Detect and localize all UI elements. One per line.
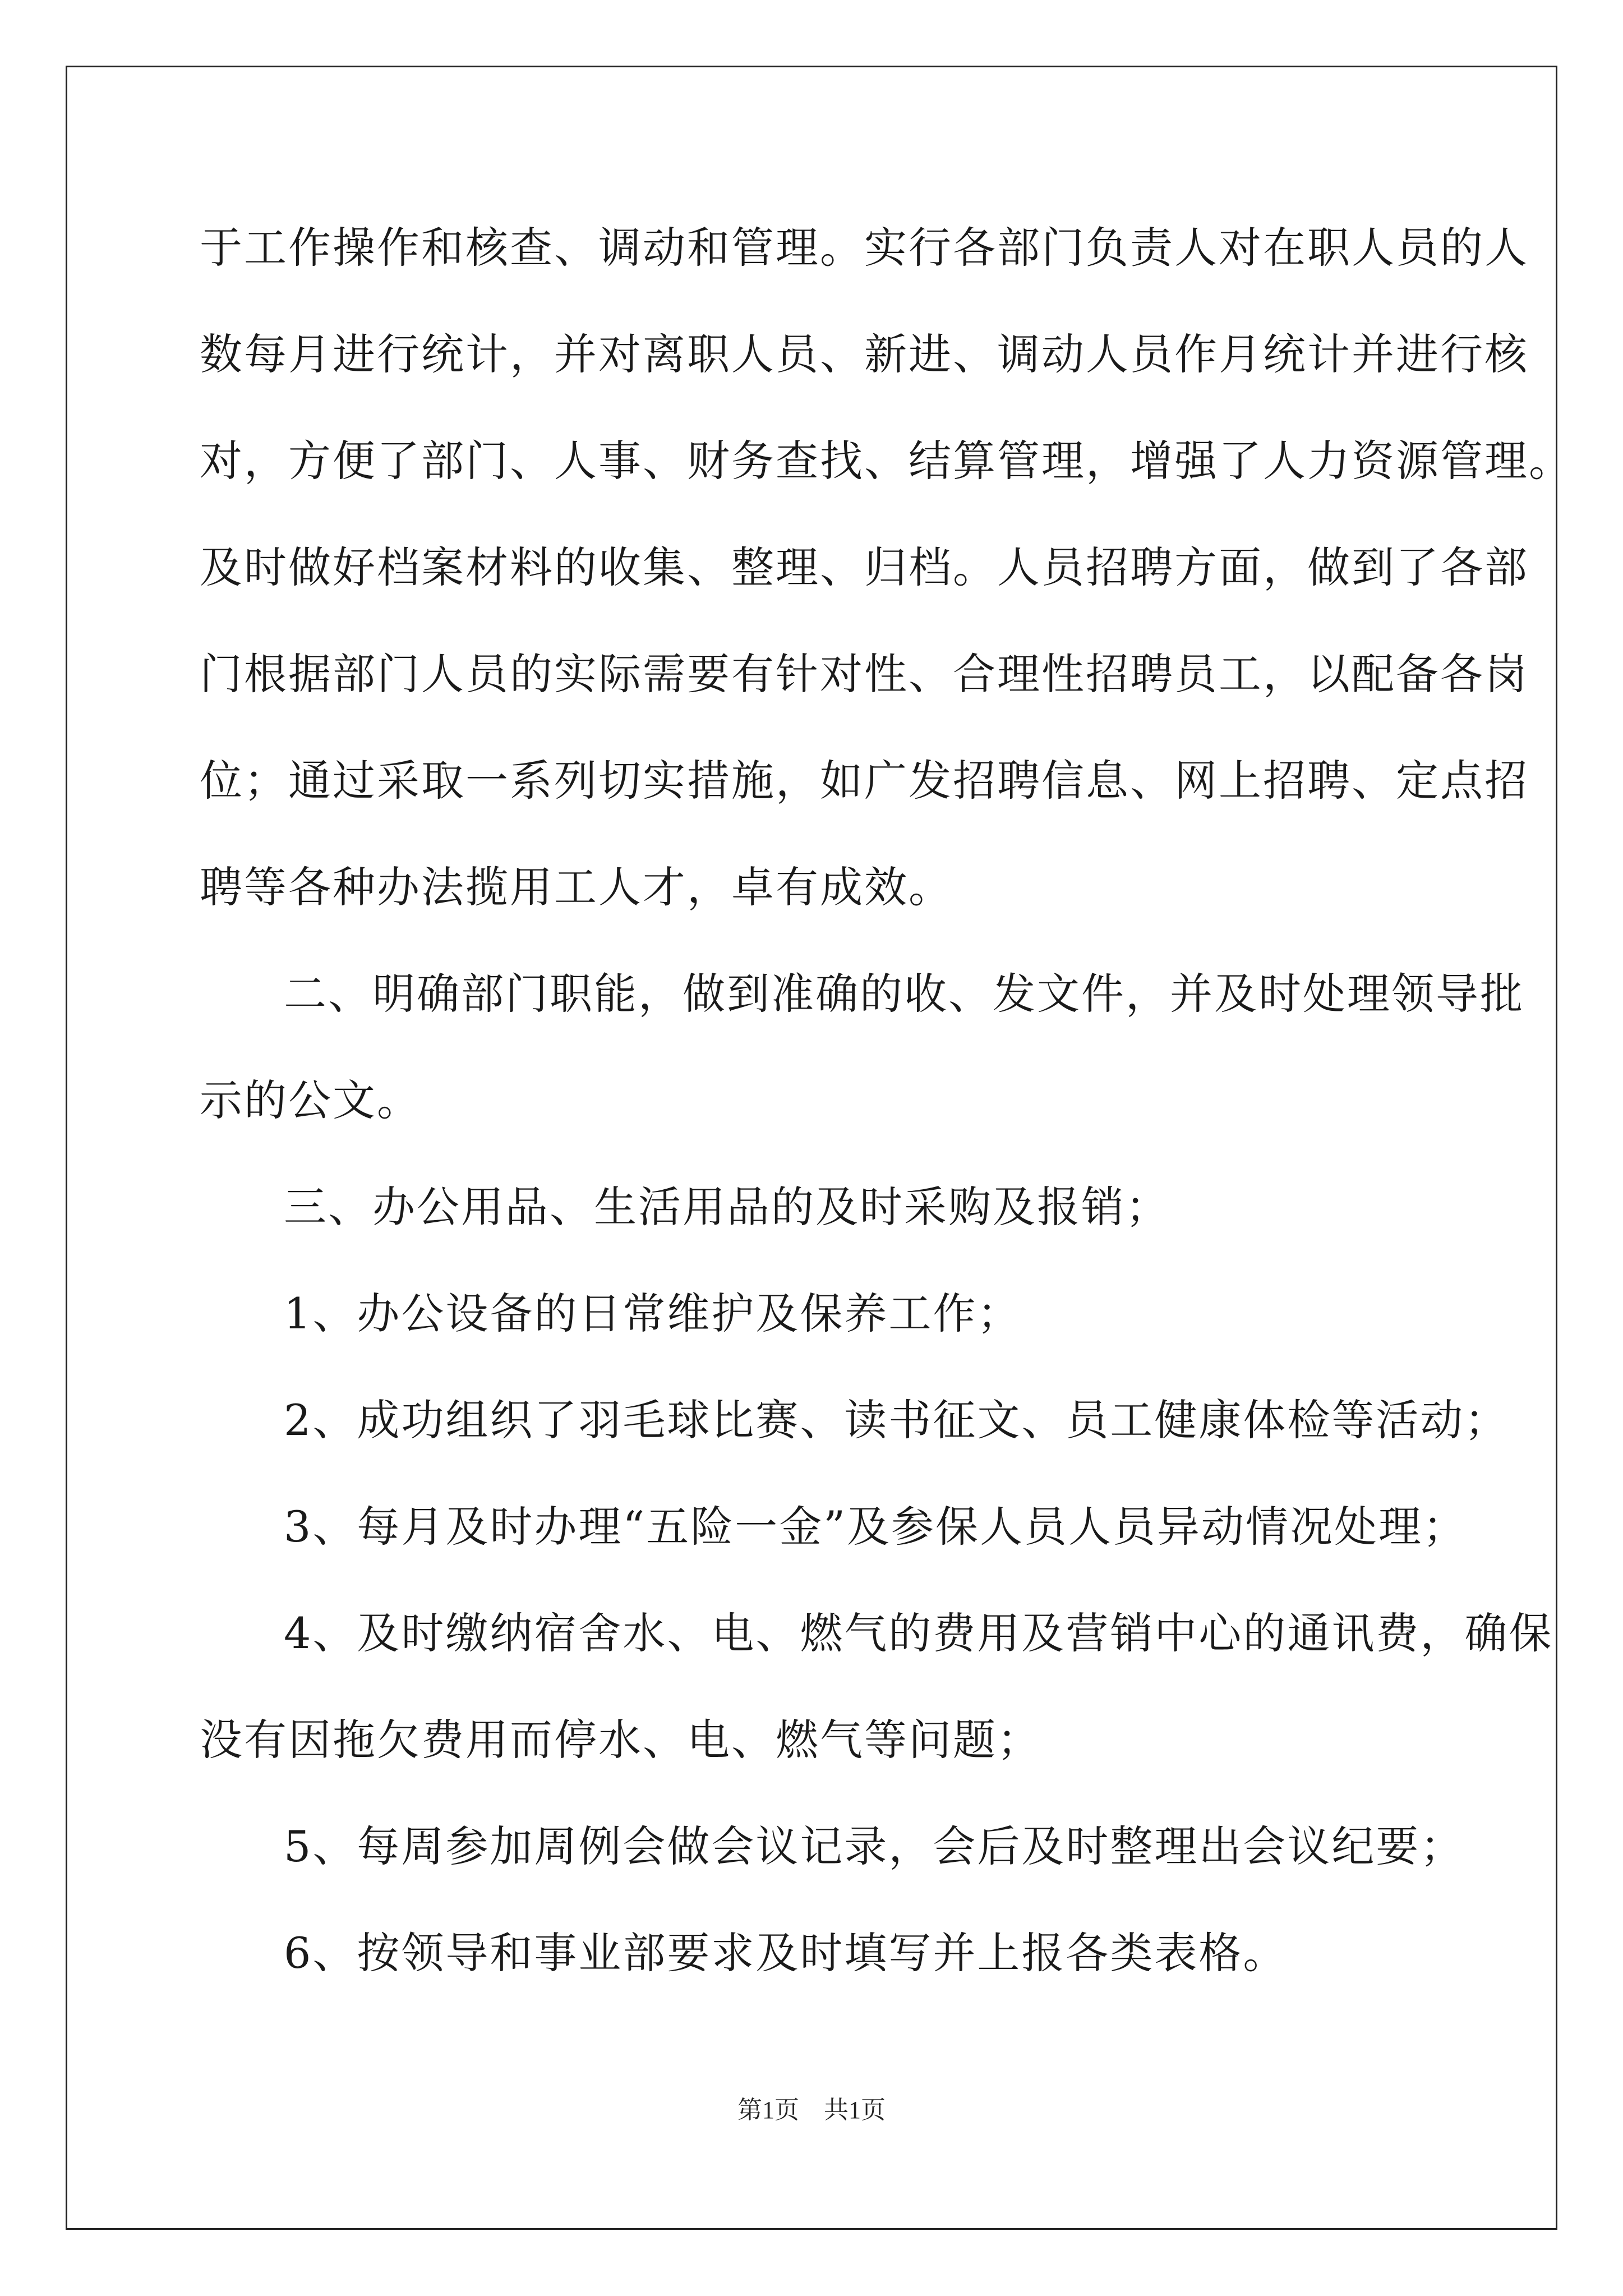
text-line: 示的公文。	[200, 1075, 421, 1125]
list-item: 4、及时缴纳宿舍水、电、燃气的费用及营销中心的通讯费，确保	[284, 1608, 1553, 1658]
text-line: 聘等各种办法揽用工人才，卓有成效。	[200, 862, 953, 912]
text-line: 于工作操作和核查、调动和管理。实行各部门负责人对在职人员的人	[200, 223, 1529, 273]
page-number-footer: 第1页 共1页	[737, 2096, 886, 2124]
text-line: 位；通过采取一系列切实措施，如广发招聘信息、网上招聘、定点招	[200, 756, 1529, 806]
text-line: 及时做好档案材料的收集、整理、归档。人员招聘方面，做到了各部	[200, 542, 1529, 592]
list-item: 1、办公设备的日常维护及保养工作；	[284, 1289, 1022, 1338]
list-item: 6、按领导和事业部要求及时填写并上报各类表格。	[284, 1928, 1288, 1978]
text-line: 门根据部门人员的实际需要有针对性、合理性招聘员工，以配备各岗	[200, 649, 1529, 699]
text-line: 二、明确部门职能，做到准确的收、发文件，并及时处理领导批	[284, 969, 1524, 1019]
list-item: 2、成功组织了羽毛球比赛、读书征文、员工健康体检等活动；	[284, 1395, 1509, 1445]
list-item: 3、每月及时办理“五险一金”及参保人员人员异动情况处理；	[284, 1502, 1468, 1552]
document-body	[200, 214, 1573, 2026]
text-line: 数每月进行统计，并对离职人员、新进、调动人员作月统计并进行核	[200, 329, 1529, 379]
list-item-continuation: 没有因拖欠费用而停水、电、燃气等问题；	[200, 1715, 1041, 1765]
text-line: 对，方便了部门、人事、财务查找、结算管理，增强了人力资源管理。	[200, 436, 1573, 486]
text-line: 三、办公用品、生活用品的及时采购及报销；	[284, 1182, 1170, 1232]
list-item: 5、每周参加周例会做会议记录，会后及时整理出会议纪要；	[284, 1821, 1465, 1871]
